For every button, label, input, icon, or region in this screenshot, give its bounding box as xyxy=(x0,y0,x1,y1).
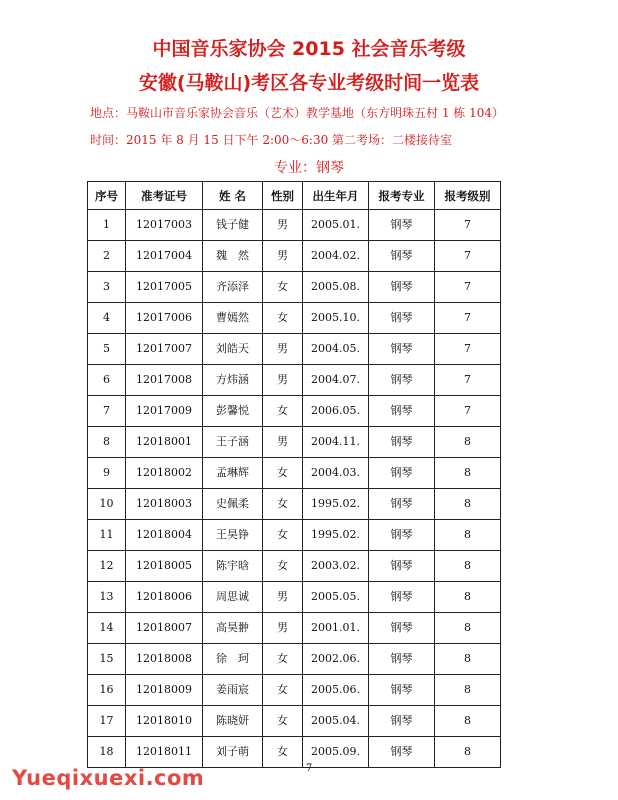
table-cell: 12017004 xyxy=(126,241,203,272)
table-cell: 女 xyxy=(263,489,303,520)
table-cell: 12017003 xyxy=(126,210,203,241)
table-cell: 7 xyxy=(435,365,501,396)
title-line-1: 中国音乐家协会 2015 社会音乐考级 xyxy=(152,38,466,60)
table-cell: 钢琴 xyxy=(369,551,435,582)
table-cell: 钢琴 xyxy=(369,365,435,396)
table-cell: 14 xyxy=(88,613,126,644)
table-cell: 钢琴 xyxy=(369,644,435,675)
table-cell: 陈晓妍 xyxy=(203,706,263,737)
table-cell: 钢琴 xyxy=(369,582,435,613)
table-cell: 8 xyxy=(435,706,501,737)
table-cell: 方炜涵 xyxy=(203,365,263,396)
table-cell: 孟琳辉 xyxy=(203,458,263,489)
table-cell: 12017008 xyxy=(126,365,203,396)
table-row xyxy=(88,303,501,334)
table-cell: 8 xyxy=(435,582,501,613)
table-cell: 12018010 xyxy=(126,706,203,737)
table-cell: 10 xyxy=(88,489,126,520)
table-cell: 女 xyxy=(263,675,303,706)
table-cell: 4 xyxy=(88,303,126,334)
table-cell: 12017009 xyxy=(126,396,203,427)
table-row xyxy=(88,241,501,272)
table-cell: 2004.11. xyxy=(303,427,369,458)
table-row xyxy=(88,644,501,675)
table-cell: 女 xyxy=(263,396,303,427)
table-cell: 男 xyxy=(263,427,303,458)
table-cell: 12017007 xyxy=(126,334,203,365)
table-cell: 2005.01. xyxy=(303,210,369,241)
table-cell: 王昊铮 xyxy=(203,520,263,551)
site-watermark: Yueqixuexi.com xyxy=(12,766,205,790)
table-cell: 3 xyxy=(88,272,126,303)
table-cell: 2003.02. xyxy=(303,551,369,582)
table-cell: 7 xyxy=(88,396,126,427)
table-cell: 钢琴 xyxy=(369,427,435,458)
table-cell: 7 xyxy=(435,241,501,272)
table-cell: 曹嫣然 xyxy=(203,303,263,334)
table-cell: 钢琴 xyxy=(369,303,435,334)
table-cell: 8 xyxy=(435,520,501,551)
table-cell: 8 xyxy=(435,737,501,768)
table-row xyxy=(88,520,501,551)
table-cell: 男 xyxy=(263,365,303,396)
table-cell: 12018005 xyxy=(126,551,203,582)
table-cell: 8 xyxy=(435,489,501,520)
column-header: 报考级别 xyxy=(435,182,501,210)
table-cell: 钢琴 xyxy=(369,489,435,520)
table-cell: 12018009 xyxy=(126,675,203,706)
table-cell: 钢琴 xyxy=(369,458,435,489)
table-cell: 刘子萌 xyxy=(203,737,263,768)
table-cell: 女 xyxy=(263,644,303,675)
table-cell: 女 xyxy=(263,551,303,582)
table-cell: 12018001 xyxy=(126,427,203,458)
column-header: 准考证号 xyxy=(126,182,203,210)
table-row xyxy=(88,582,501,613)
table-cell: 7 xyxy=(435,303,501,334)
table-cell: 彭馨悦 xyxy=(203,396,263,427)
table-cell: 钢琴 xyxy=(369,334,435,365)
table-row xyxy=(88,396,501,427)
table-cell: 2005.06. xyxy=(303,675,369,706)
table-cell: 8 xyxy=(435,427,501,458)
table-cell: 1995.02. xyxy=(303,489,369,520)
table-cell: 男 xyxy=(263,613,303,644)
table-cell: 刘皓天 xyxy=(203,334,263,365)
table-cell: 姜雨宸 xyxy=(203,675,263,706)
page-number: 7 xyxy=(305,763,313,774)
table-cell: 13 xyxy=(88,582,126,613)
table-cell: 钢琴 xyxy=(369,706,435,737)
table-row xyxy=(88,427,501,458)
table-cell: 女 xyxy=(263,520,303,551)
table-cell: 高昊翀 xyxy=(203,613,263,644)
table-cell: 7 xyxy=(435,210,501,241)
column-header: 性别 xyxy=(263,182,303,210)
table-cell: 钢琴 xyxy=(369,520,435,551)
table-row xyxy=(88,272,501,303)
table-cell: 12018004 xyxy=(126,520,203,551)
table-row xyxy=(88,675,501,706)
table-cell: 周思诚 xyxy=(203,582,263,613)
table-cell: 2005.08. xyxy=(303,272,369,303)
table-cell: 史佩柔 xyxy=(203,489,263,520)
table-cell: 7 xyxy=(435,272,501,303)
table-cell: 12018002 xyxy=(126,458,203,489)
table-cell: 12017005 xyxy=(126,272,203,303)
table-cell: 2006.05. xyxy=(303,396,369,427)
table-row xyxy=(88,365,501,396)
table-cell: 12018008 xyxy=(126,644,203,675)
title-line-2: 安徽(马鞍山)考区各专业考级时间一览表 xyxy=(138,72,480,94)
table-cell: 徐 珂 xyxy=(203,644,263,675)
table-cell: 2004.02. xyxy=(303,241,369,272)
exam-schedule-table xyxy=(87,181,501,768)
table-cell: 12017006 xyxy=(126,303,203,334)
table-cell: 齐添泽 xyxy=(203,272,263,303)
table-cell: 8 xyxy=(435,551,501,582)
table-row xyxy=(88,706,501,737)
table-cell: 8 xyxy=(435,613,501,644)
specialty-label: 专业：钢琴 xyxy=(274,160,344,176)
table-row xyxy=(88,334,501,365)
table-header-row xyxy=(88,182,501,210)
table-cell: 钢琴 xyxy=(369,613,435,644)
table-cell: 钢琴 xyxy=(369,272,435,303)
table-cell: 8 xyxy=(435,644,501,675)
table-cell: 2002.06. xyxy=(303,644,369,675)
exam-time: 时间：2015 年 8 月 15 日下午 2:00～6:30 第二考场：二楼接待室 xyxy=(90,133,453,147)
table-cell: 8 xyxy=(435,675,501,706)
table-cell: 2005.05. xyxy=(303,582,369,613)
table-cell: 5 xyxy=(88,334,126,365)
column-header: 报考专业 xyxy=(369,182,435,210)
column-header: 出生年月 xyxy=(303,182,369,210)
table-row xyxy=(88,551,501,582)
column-header: 序号 xyxy=(88,182,126,210)
table-cell: 12018011 xyxy=(126,737,203,768)
table-cell: 男 xyxy=(263,210,303,241)
table-row xyxy=(88,458,501,489)
table-cell: 8 xyxy=(435,458,501,489)
table-cell: 钱子健 xyxy=(203,210,263,241)
table-cell: 9 xyxy=(88,458,126,489)
table-cell: 2001.01. xyxy=(303,613,369,644)
table-cell: 18 xyxy=(88,737,126,768)
table-cell: 16 xyxy=(88,675,126,706)
table-cell: 7 xyxy=(435,334,501,365)
table-cell: 女 xyxy=(263,458,303,489)
table-cell: 12018007 xyxy=(126,613,203,644)
table-cell: 1 xyxy=(88,210,126,241)
table-cell: 8 xyxy=(88,427,126,458)
table-cell: 女 xyxy=(263,706,303,737)
table-cell: 15 xyxy=(88,644,126,675)
table-cell: 男 xyxy=(263,334,303,365)
table-row xyxy=(88,210,501,241)
table-cell: 魏 然 xyxy=(203,241,263,272)
table-cell: 12018006 xyxy=(126,582,203,613)
table-cell: 钢琴 xyxy=(369,737,435,768)
table-cell: 6 xyxy=(88,365,126,396)
table-cell: 17 xyxy=(88,706,126,737)
table-cell: 2004.05. xyxy=(303,334,369,365)
table-cell: 钢琴 xyxy=(369,396,435,427)
table-cell: 2005.10. xyxy=(303,303,369,334)
table-cell: 1995.02. xyxy=(303,520,369,551)
exam-address: 地点：马鞍山市音乐家协会音乐（艺术）教学基地（东方明珠五村 1 栋 104） xyxy=(90,106,504,120)
table-cell: 男 xyxy=(263,582,303,613)
table-cell: 2005.09. xyxy=(303,737,369,768)
table-cell: 12018003 xyxy=(126,489,203,520)
table-cell: 女 xyxy=(263,303,303,334)
table-cell: 12 xyxy=(88,551,126,582)
table-cell: 2004.07. xyxy=(303,365,369,396)
table-cell: 7 xyxy=(435,396,501,427)
table-row xyxy=(88,489,501,520)
table-body xyxy=(88,210,501,768)
column-header: 姓 名 xyxy=(203,182,263,210)
table-cell: 女 xyxy=(263,272,303,303)
table-cell: 女 xyxy=(263,737,303,768)
table-cell: 男 xyxy=(263,241,303,272)
table-row xyxy=(88,613,501,644)
table-cell: 2005.04. xyxy=(303,706,369,737)
table-cell: 11 xyxy=(88,520,126,551)
table-cell: 钢琴 xyxy=(369,241,435,272)
table-cell: 2 xyxy=(88,241,126,272)
table-cell: 陈宇晗 xyxy=(203,551,263,582)
table-cell: 钢琴 xyxy=(369,210,435,241)
table-cell: 钢琴 xyxy=(369,675,435,706)
table-cell: 2004.03. xyxy=(303,458,369,489)
table-cell: 王子涵 xyxy=(203,427,263,458)
